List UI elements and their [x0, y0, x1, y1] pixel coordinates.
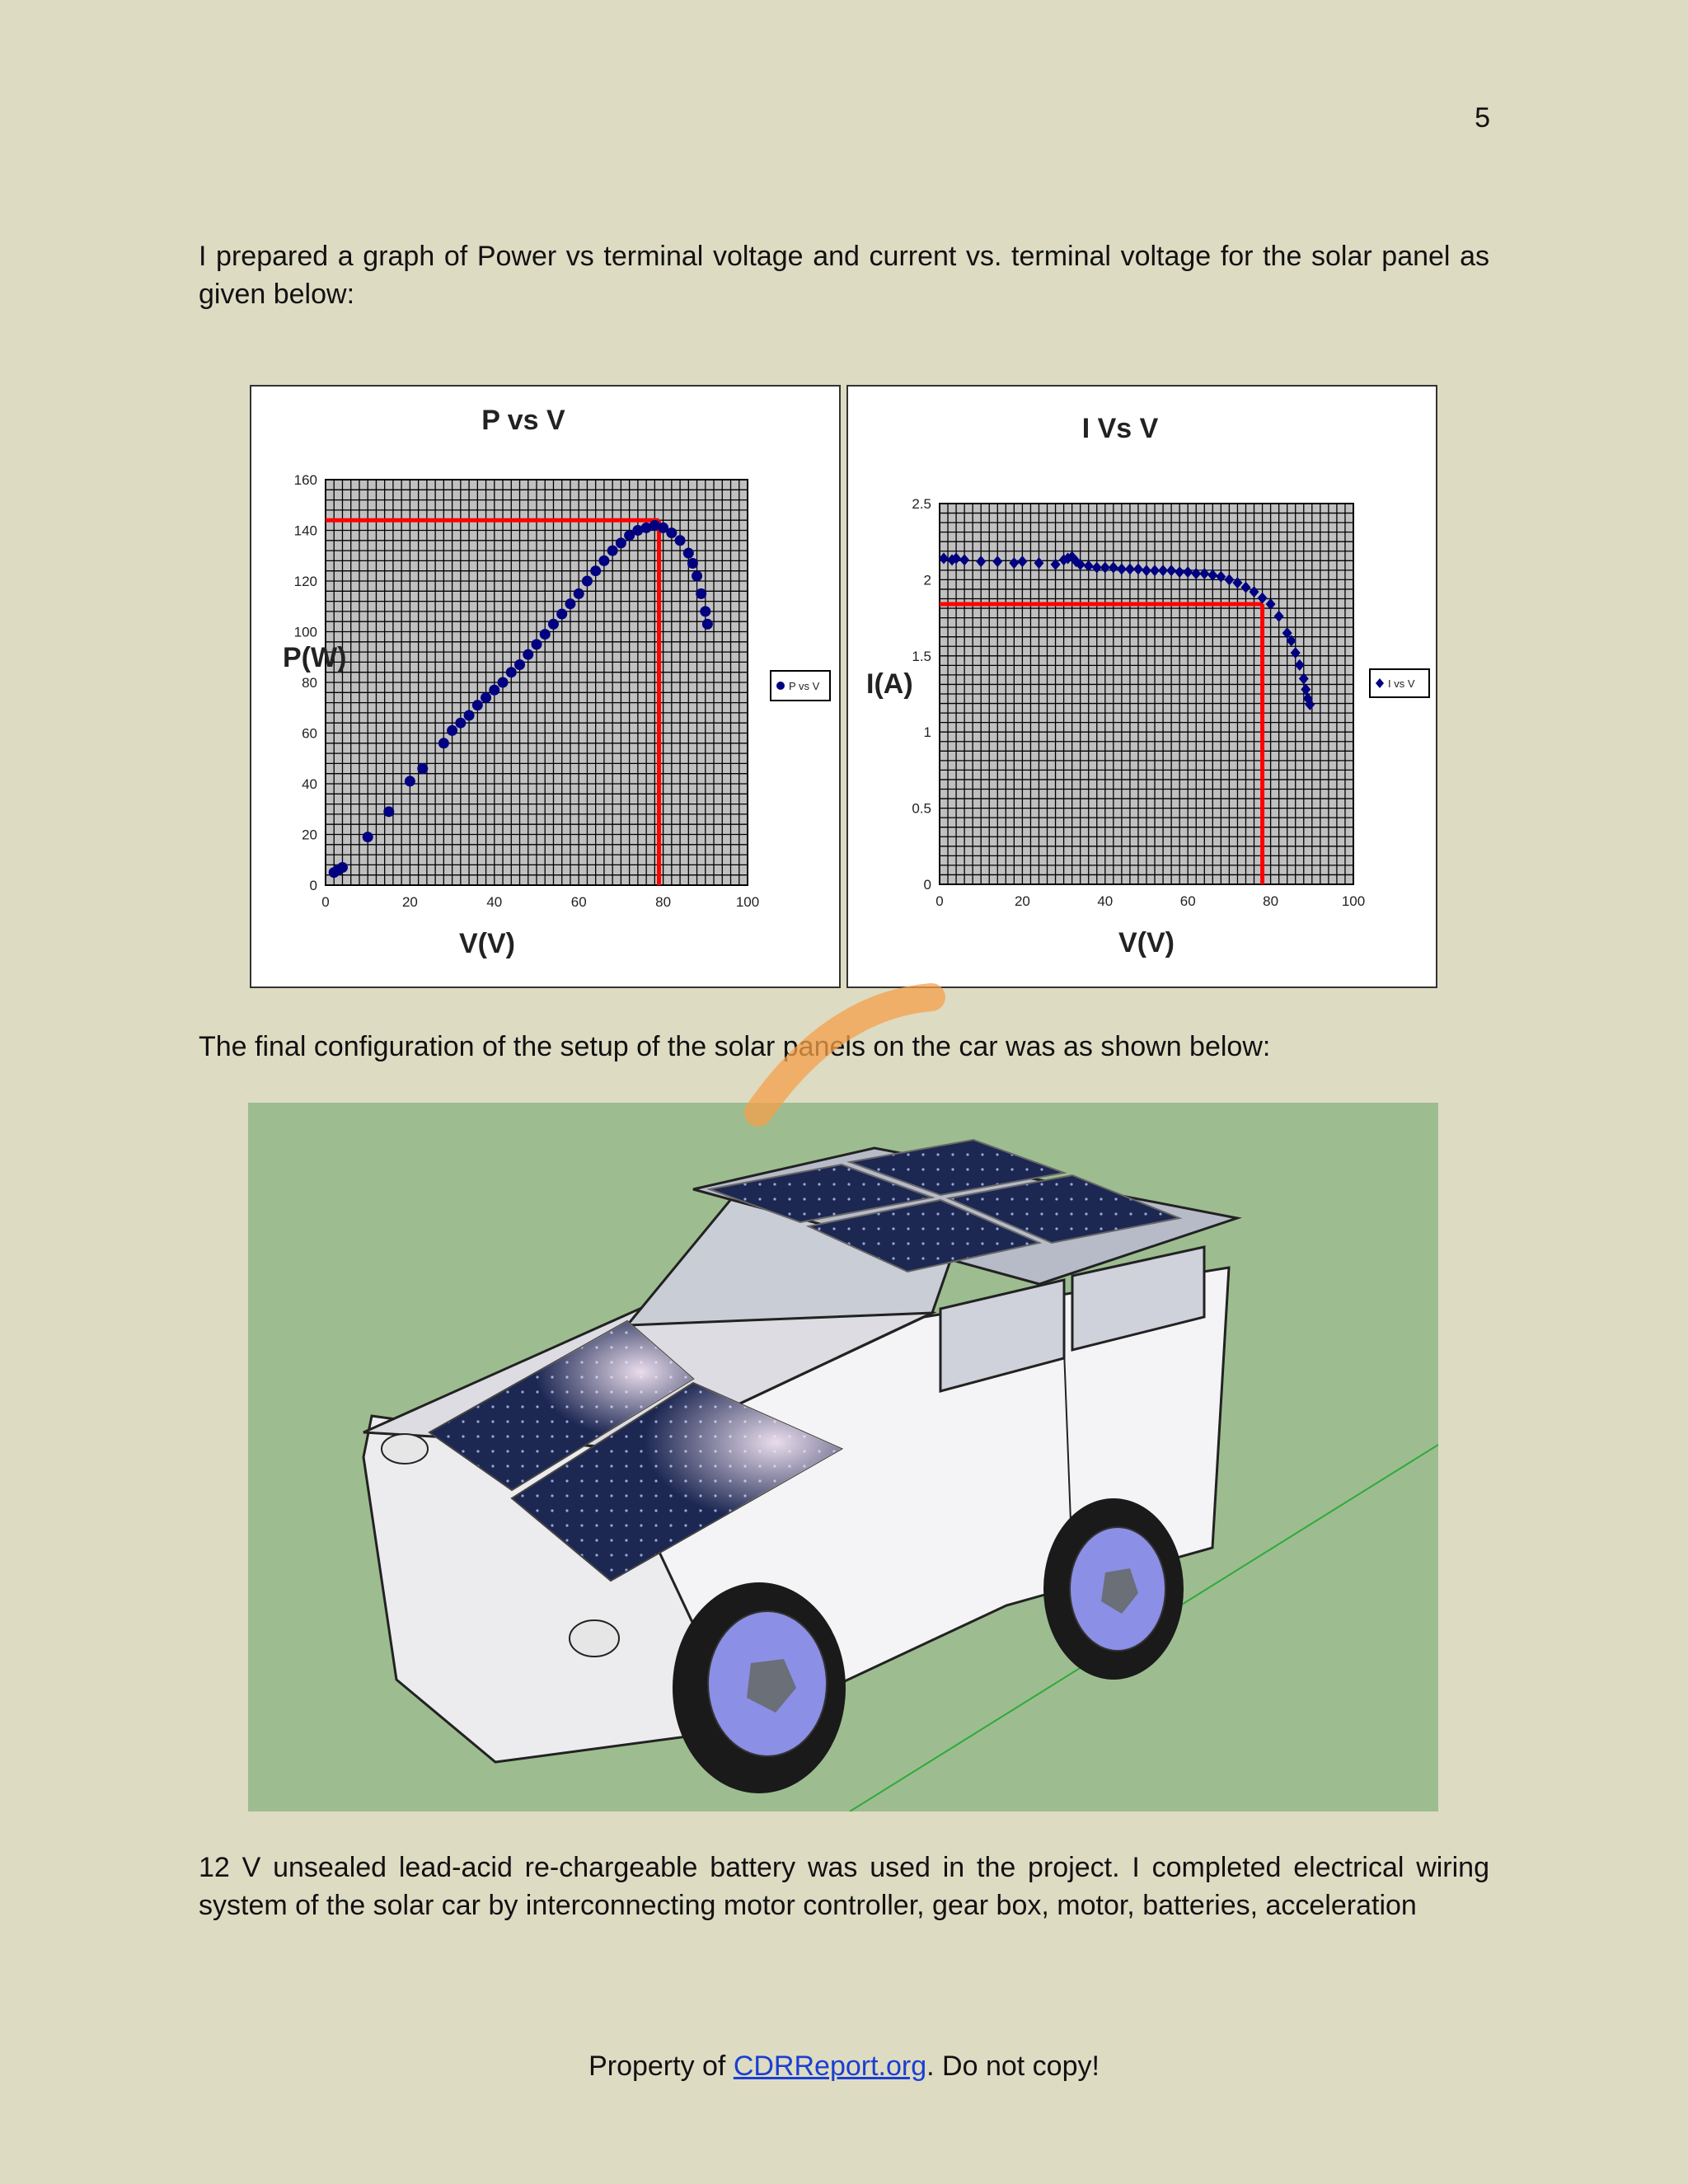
y-tick-label: 0.5: [912, 800, 931, 817]
x-tick-label: 40: [486, 894, 503, 910]
data-point: [548, 619, 559, 630]
data-point: [687, 558, 698, 569]
x-tick-label: 80: [1263, 893, 1279, 909]
data-point: [337, 862, 348, 873]
data-point: [702, 619, 713, 630]
data-point: [675, 535, 686, 546]
solar-car-illustration: [248, 1103, 1438, 1811]
y-tick-label: 0: [923, 877, 931, 893]
data-point: [417, 763, 428, 774]
data-point: [696, 588, 706, 599]
data-point: [472, 700, 483, 710]
data-point: [683, 548, 694, 559]
x-tick-label: 100: [1341, 893, 1366, 909]
data-point: [692, 570, 702, 581]
y-tick-label: 2: [923, 572, 931, 588]
current-vs-voltage-chart: [846, 385, 1437, 988]
solar-car-drawing: [248, 1103, 1438, 1811]
data-point: [405, 776, 415, 786]
y-tick-label: 140: [293, 523, 317, 539]
data-point: [455, 718, 466, 729]
cdrreport-link[interactable]: CDRReport.org: [733, 2050, 927, 2082]
x-tick-label: 0: [935, 893, 944, 909]
x-tick-label: 60: [570, 894, 587, 910]
data-point: [607, 546, 618, 556]
footer: [0, 2050, 1688, 2083]
legend-label: P vs V: [789, 680, 820, 692]
data-point: [514, 659, 525, 670]
y-tick-label: 20: [302, 827, 317, 843]
data-point: [489, 685, 499, 696]
pv-chart-svg: [251, 387, 839, 987]
y-tick-label: 160: [293, 472, 317, 488]
data-point: [598, 555, 609, 566]
data-point: [523, 649, 533, 660]
x-tick-label: 100: [735, 894, 760, 910]
footer-suffix: . Do not copy!: [926, 2050, 1100, 2082]
y-axis-label: P(W): [283, 642, 347, 673]
x-tick-label: 0: [321, 894, 330, 910]
chart-title: P vs V: [481, 405, 565, 436]
data-point: [556, 608, 567, 619]
legend-marker: [776, 682, 785, 690]
y-tick-label: 80: [302, 675, 317, 691]
footer-prefix: Property of: [588, 2050, 734, 2082]
x-tick-label: 40: [1097, 893, 1114, 909]
x-axis-label: V(V): [459, 928, 515, 959]
y-tick-label: 40: [302, 776, 317, 792]
y-axis-label: I(A): [866, 668, 913, 700]
y-tick-label: 0: [309, 878, 317, 893]
x-tick-label: 20: [401, 894, 418, 910]
configuration-paragraph: The final configuration of the setup of the solar panels on the car was as shown below:: [199, 1031, 1271, 1062]
data-point: [616, 537, 626, 548]
y-tick-label: 100: [293, 624, 317, 640]
data-point: [590, 565, 601, 576]
chart-title: I Vs V: [1081, 413, 1159, 444]
data-point: [481, 692, 491, 703]
data-point: [532, 639, 542, 649]
y-tick-label: 60: [302, 725, 317, 742]
data-point: [363, 832, 373, 842]
y-tick-label: 2.5: [912, 496, 931, 512]
intro-paragraph: I prepared a graph of Power vs terminal voltage and current vs. terminal voltage for the solar panel as given below:: [199, 241, 1489, 310]
data-point: [540, 629, 551, 640]
legend-label: I vs V: [1388, 677, 1415, 690]
x-tick-label: 80: [655, 894, 672, 910]
y-tick-label: 1: [923, 724, 931, 741]
data-point: [464, 710, 475, 720]
x-tick-label: 60: [1179, 893, 1196, 909]
y-tick-label: 120: [293, 574, 317, 589]
iv-chart-svg: [848, 387, 1436, 987]
data-point: [438, 738, 449, 748]
data-point: [700, 606, 710, 616]
battery-paragraph: 12 V unsealed lead-acid re-chargeable battery was used in the project. I completed electrical wiring system of the solar car by interconnecting motor controller, gear box, motor, batteries, acceleration: [199, 1852, 1489, 1921]
data-point: [498, 677, 509, 688]
data-point: [582, 576, 593, 587]
y-tick-label: 1.5: [912, 648, 931, 664]
x-axis-label: V(V): [1118, 927, 1175, 958]
power-vs-voltage-chart: [250, 385, 841, 988]
data-point: [506, 667, 517, 677]
x-tick-label: 20: [1014, 893, 1030, 909]
data-point: [666, 527, 677, 538]
data-point: [383, 806, 394, 817]
page-number: 5: [1475, 102, 1490, 134]
data-point: [565, 598, 575, 609]
data-point: [447, 725, 457, 736]
data-point: [574, 588, 584, 599]
